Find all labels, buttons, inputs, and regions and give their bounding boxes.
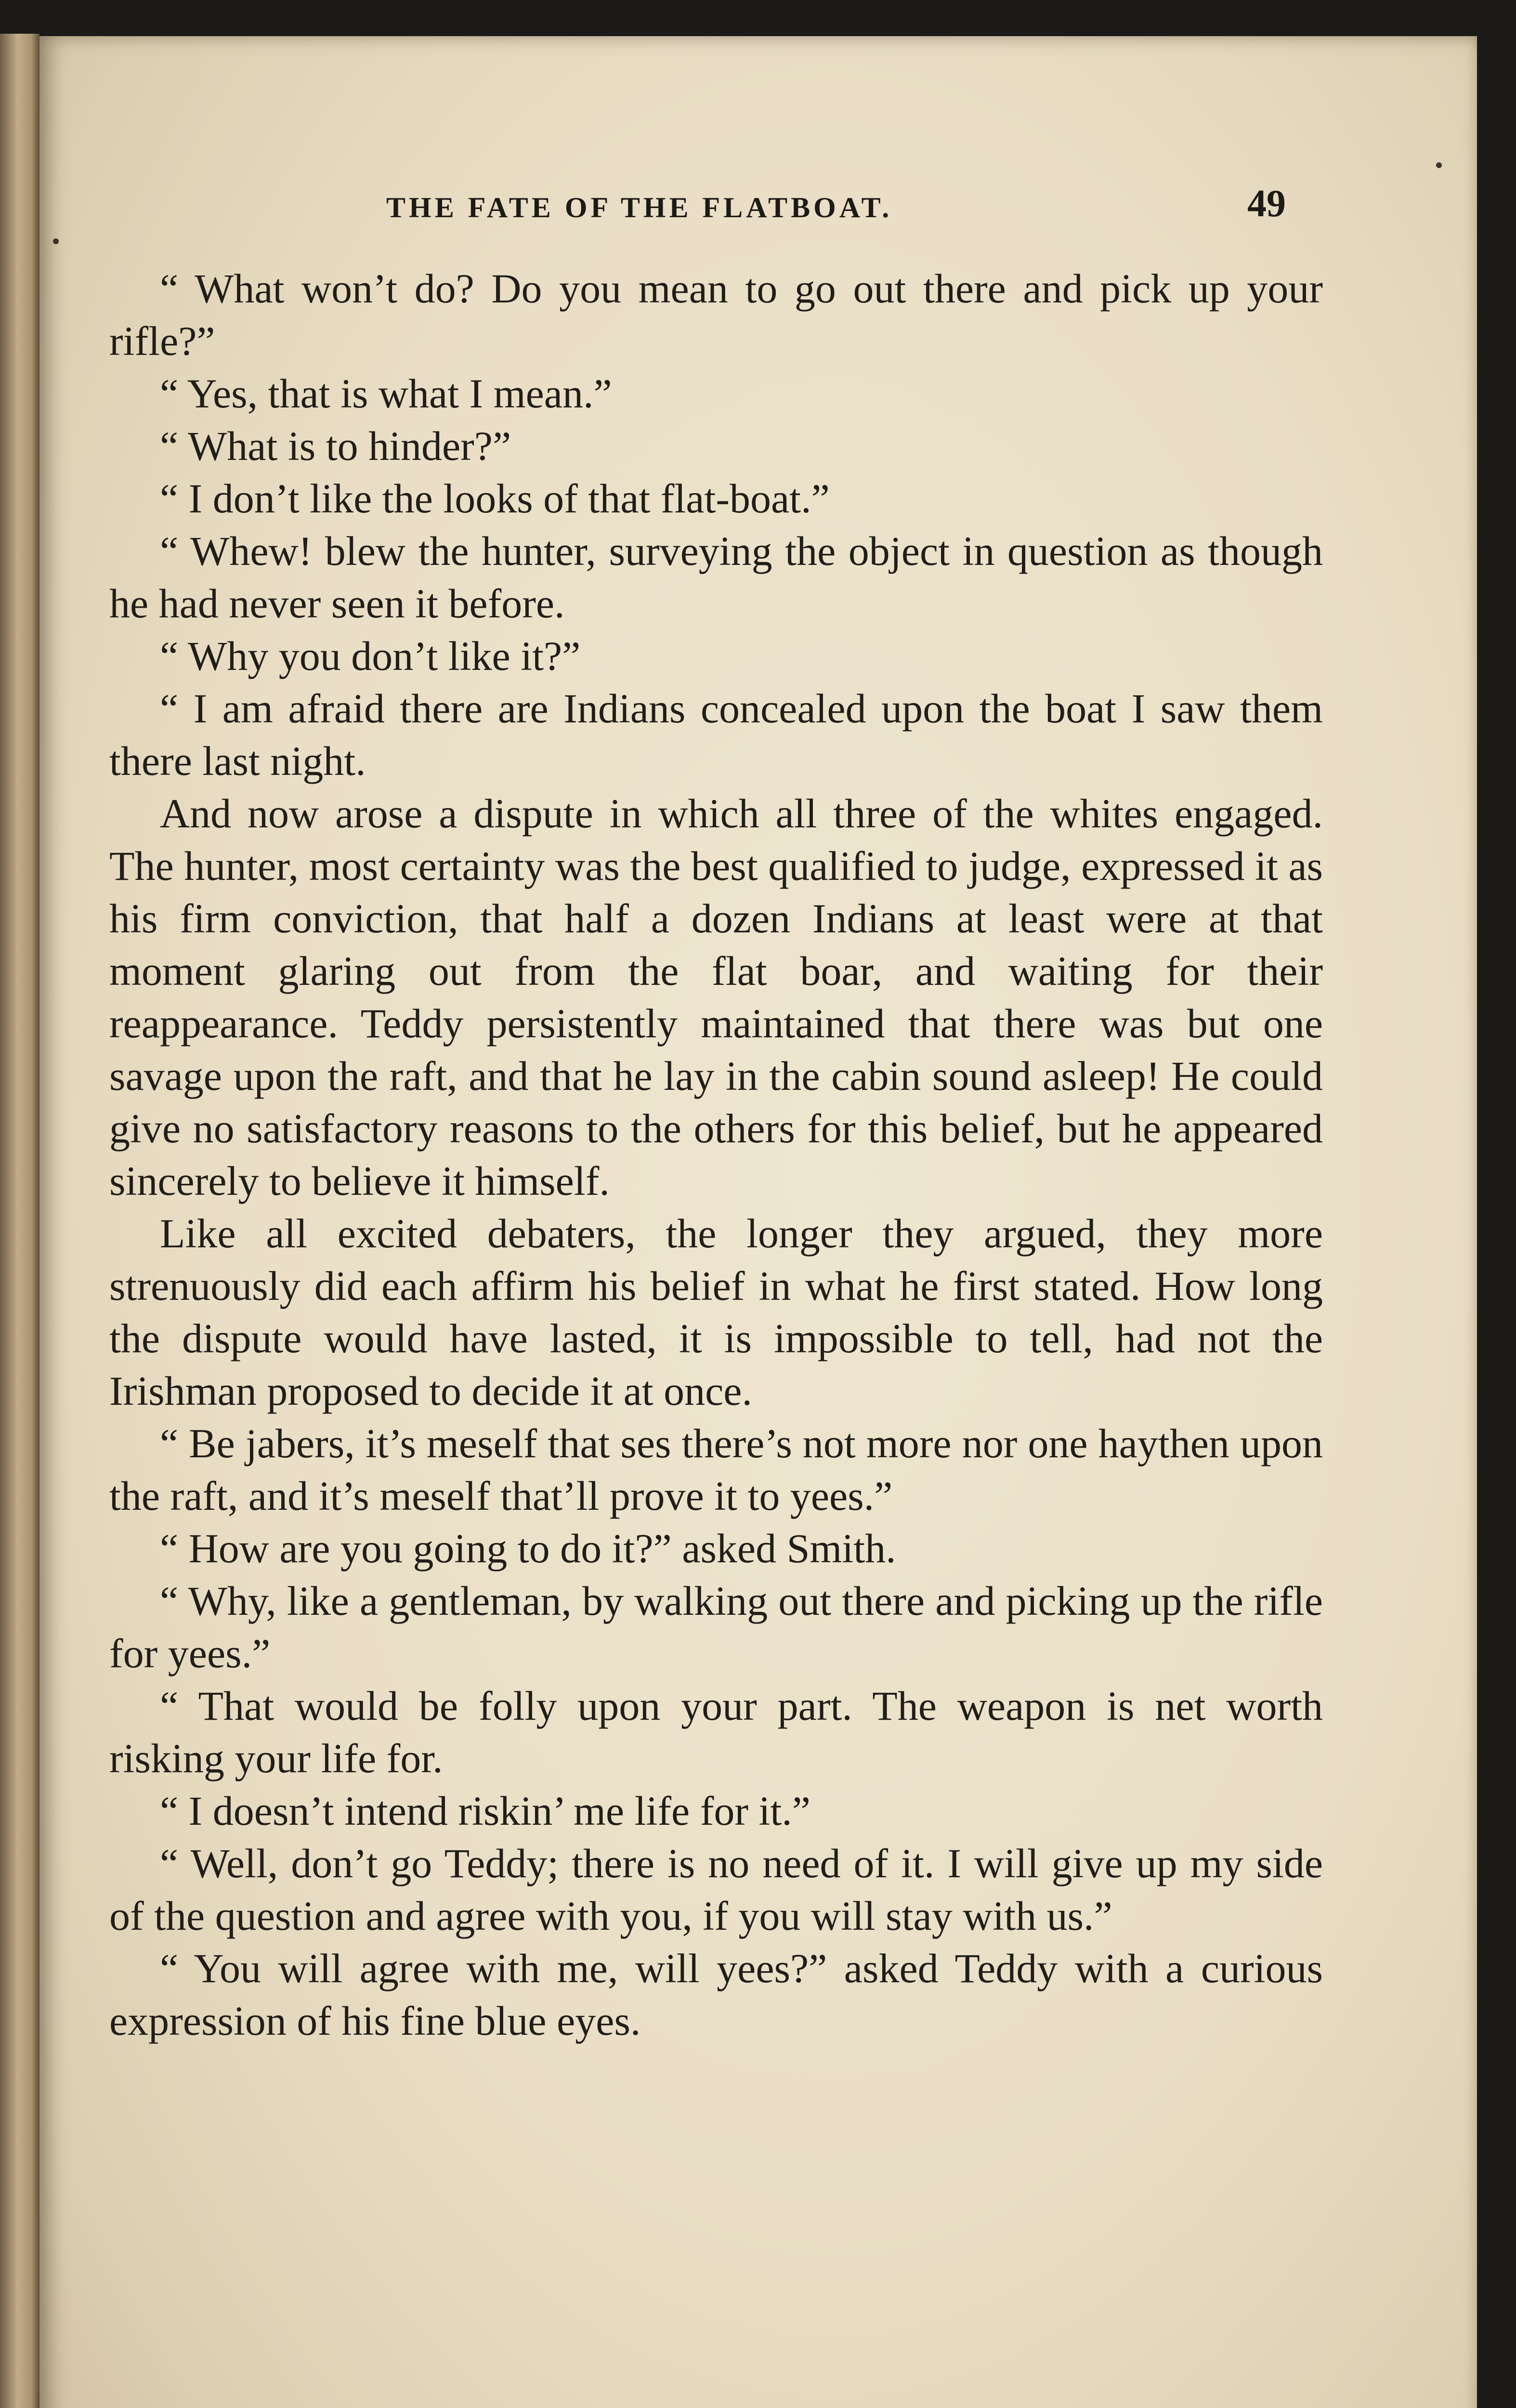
paragraph: “ What is to hinder?” [160, 423, 511, 469]
paragraph: And now arose a dispute in which all three of the whites engaged. The hunter, most certainty was the best qualified to judge, expressed it as his firm conviction, that half a dozen Indians at least were at that moment glaring out from the flat boar, and waiting for their reappearance. Teddy persistently maintained that there was but one savage upon the raft, and that he lay in the cabin sound asleep! He could give no satisfactory reasons to the others for this belief, but he appeared sincerely to believe it himself. [109, 790, 1323, 1204]
book-page [39, 36, 1477, 2408]
paragraph: “ Yes, that is what I mean.” [160, 370, 612, 417]
page-stack-edge [0, 34, 39, 2408]
paragraph: “ I don’t like the looks of that flat-boat.” [160, 475, 830, 522]
print-speck [53, 238, 59, 244]
paragraph: “ That would be folly upon your part. The weapon is net worth risking your life for. [109, 1683, 1323, 1781]
paragraph: “ Be jabers, it’s meself that ses there’s not more nor one haythen upon the raft, and it’s meself that’ll prove it to yees.” [109, 1420, 1323, 1519]
paragraph: Like all excited debaters, the longer they argued, they more strenuously did each affirm his belief in what he first stated. How long the dispute would have lasted, it is impossible to tell, had not the Irishman proposed to decide it at once. [109, 1210, 1323, 1414]
paragraph: “ Why, like a gentleman, by walking out there and picking up the rifle for yees.” [109, 1578, 1323, 1676]
body-text [109, 262, 1323, 2047]
paragraph: “ How are you going to do it?” asked Smith. [160, 1525, 896, 1571]
page-number: 49 [1247, 183, 1286, 225]
paragraph: “ What won’t do? Do you mean to go out there and pick up your rifle?” [109, 265, 1323, 364]
paragraph: “ Why you don’t like it?” [160, 633, 581, 679]
paragraph: “ Whew! blew the hunter, surveying the object in question as though he had never seen it before. [109, 528, 1323, 627]
print-speck [1436, 162, 1442, 168]
paragraph: “ I am afraid there are Indians concealed upon the boat I saw them there last night. [109, 685, 1323, 784]
running-title: THE FATE OF THE FLATBOAT. [386, 192, 893, 223]
paragraph: “ I doesn’t intend riskin’ me life for it.” [160, 1788, 810, 1834]
running-header [39, 146, 1477, 225]
paragraph: “ Well, don’t go Teddy; there is no need of it. I will give up my side of the question and agree with you, if you will stay with us.” [109, 1840, 1323, 1939]
paragraph: “ You will agree with me, will yees?” asked Teddy with a curious expression of his fine blue eyes. [109, 1945, 1323, 2044]
